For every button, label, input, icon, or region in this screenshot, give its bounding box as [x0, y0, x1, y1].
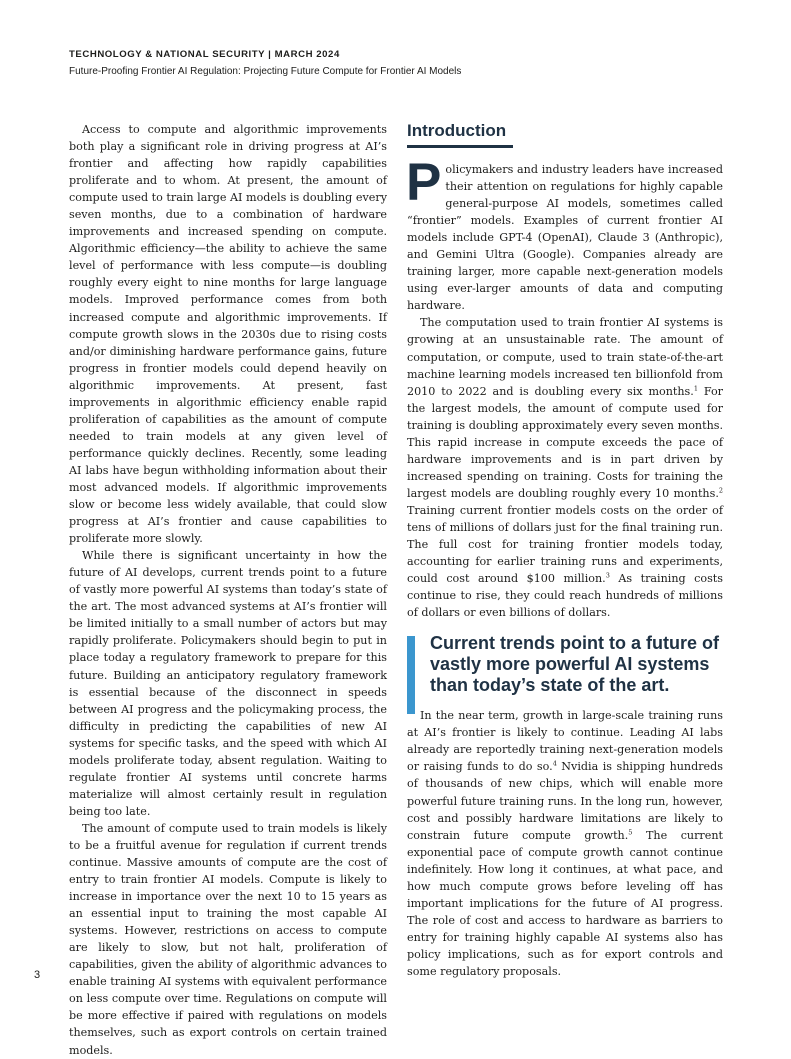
pull-quote-accent-bar	[407, 636, 415, 714]
running-header-org: TECHNOLOGY & NATIONAL SECURITY | MARCH 2024	[69, 49, 340, 60]
intro-paragraph	[406, 153, 723, 314]
running-header-subtitle: Future-Proofing Frontier AI Regulation: Projecting Future Compute for Frontier AI Models	[69, 66, 462, 77]
paragraph-text: Training current frontier models costs on the order of tens of millions of dollars just for the final training run. The full cost for training frontier models today, accounting for earlier training runs and experiments, could cost around $100 million.	[407, 503, 723, 586]
body-paragraph-near-term-growth	[407, 707, 723, 980]
paragraph-text: In the near term, growth in large-scale training runs at AI’s frontier is likely to continue. Leading AI labs already are reportedly training next-generation models or raising funds to do so.	[407, 709, 723, 774]
intro-paragraph-text: olicymakers and industry leaders have increased their attention on regulations for highly capable general-purpose AI models, sometimes called “frontier” models. Examples of current frontier AI models include GPT-4 (OpenAI), Claude 3 (Anthropic), and Gemini Ultra (Google). Companies already are training larger, more capable next-generation models using ever-larger amounts of data and computing hardware.	[407, 163, 723, 313]
paragraph-text: The current exponential pace of compute growth cannot continue indefinitely. How long it continues, at what pace, and how much compute grows before leveling off has important implications for the future of AI progress. The role of cost and access to hardware as barriers to entry for training highly capable AI systems also has policy implications, such as for export controls and some regulatory proposals.	[407, 828, 724, 978]
body-paragraph-compute-regulation: The amount of compute used to train models is likely to be a fruitful avenue for regulation if current trends continue. Massive amounts of compute are the cost of entry to train frontier AI models. Compute is likely to increase in importance over the next 10 to 15 years as an essential input to training the most capable AI systems. However, restrictions on access to compute are likely to slow, but not halt, proliferation of capabilities, given the ability of algorithmic advances to enable training AI systems with equivalent performance on less compute over time. Regulations on compute will be more effective if paired with regulations on models themselves, such as export controls on certain trained models.	[69, 821, 387, 1057]
body-paragraph-uncertainty: While there is significant uncertainty in how the future of AI develops, current trends point to a future of vastly more powerful AI systems than today’s state of the art. The most advanced systems at AI’s frontier will be limited initially to a small number of actors but may rapidly proliferate. Policymakers should begin to put in place today a regulatory framework to prepare for this future. Building an anticipatory regulatory framework is essential because of the disconnect in speeds between AI progress and the policymaking process, the difficulty in predicting the capabilities of new AI systems for specific tasks, and the speed with which AI models proliferate today, absent regulation. Waiting to regulate frontier AI systems until concrete harms materialize will almost certainly result in regulation being too late.	[69, 549, 387, 818]
paragraph-text: For the largest models, the amount of compute used for training is doubling approximately every seven months. This rapid increase in compute exceeds the pace of hardware improvements and is in part driven by increased spending on training. Costs for training the largest models are doubling roughly every 10 months.	[407, 384, 723, 500]
footnote-ref-1[interactable]: 1	[693, 383, 698, 392]
body-paragraph-compute-growth	[407, 314, 723, 621]
paragraph-text: The computation used to train frontier AI systems is growing at an unsustainable rate. The amount of computation, or compute, used to train state-of-the-art machine learning models increased ten billionfold from 2010 to 2022 and is doubling every six months.	[407, 316, 723, 398]
heading-underline-rule	[407, 145, 513, 148]
footnote-ref-2[interactable]: 2	[718, 486, 723, 495]
right-column	[407, 121, 723, 980]
section-heading-introduction: Introduction	[407, 121, 507, 140]
paragraph-text: Nvidia is shipping hundreds of thousands of new chips, which will enable more powerful future training runs. In the long run, however, cost and possibly hardware limitations are likely to constrain future compute growth.	[407, 760, 723, 842]
footnote-ref-3[interactable]: 3	[605, 571, 610, 580]
pull-quote-text: Current trends point to a future of vastly more powerful AI systems than today’s state of the art.	[430, 633, 719, 696]
left-column	[69, 121, 387, 1059]
paragraph-text: As training costs continue to rise, they could reach hundreds of millions of dollars or even billions of dollars.	[407, 572, 724, 620]
pull-quote	[407, 633, 723, 696]
footnote-ref-5[interactable]: 5	[628, 827, 633, 836]
drop-cap-letter: P	[406, 153, 442, 212]
footnote-ref-4[interactable]: 4	[552, 759, 557, 768]
body-paragraph-compute-and-algorithms: Access to compute and algorithmic improvements both play a significant role in driving progress at AI’s frontier and affecting how rapidly capabilities proliferate and to whom. At present, the amount of compute used to train large AI models is doubling every seven months, due to a combination of hardware improvements and increased spending on compute. Algorithmic efficiency—the ability to achieve the same level of performance with less compute—is doubling roughly every eight to nine months for large language models. Improved performance comes from both increased compute and algorithmic improvements. If compute growth slows in the 2030s due to rising costs and/or diminishing hardware performance gains, future progress in frontier models could depend heavily on algorithmic improvements. At present, fast improvements in algorithmic efficiency enable rapid proliferation of capabilities as the amount of compute needed to train models at any given level of performance quickly declines. Recently, some leading AI labs have begun withholding information about their most advanced models. If algorithmic improvements slow or become less widely available, that could slow progress at AI’s frontier and cause capabilities to proliferate more slowly.	[69, 123, 387, 546]
page-number: 3	[34, 969, 41, 981]
